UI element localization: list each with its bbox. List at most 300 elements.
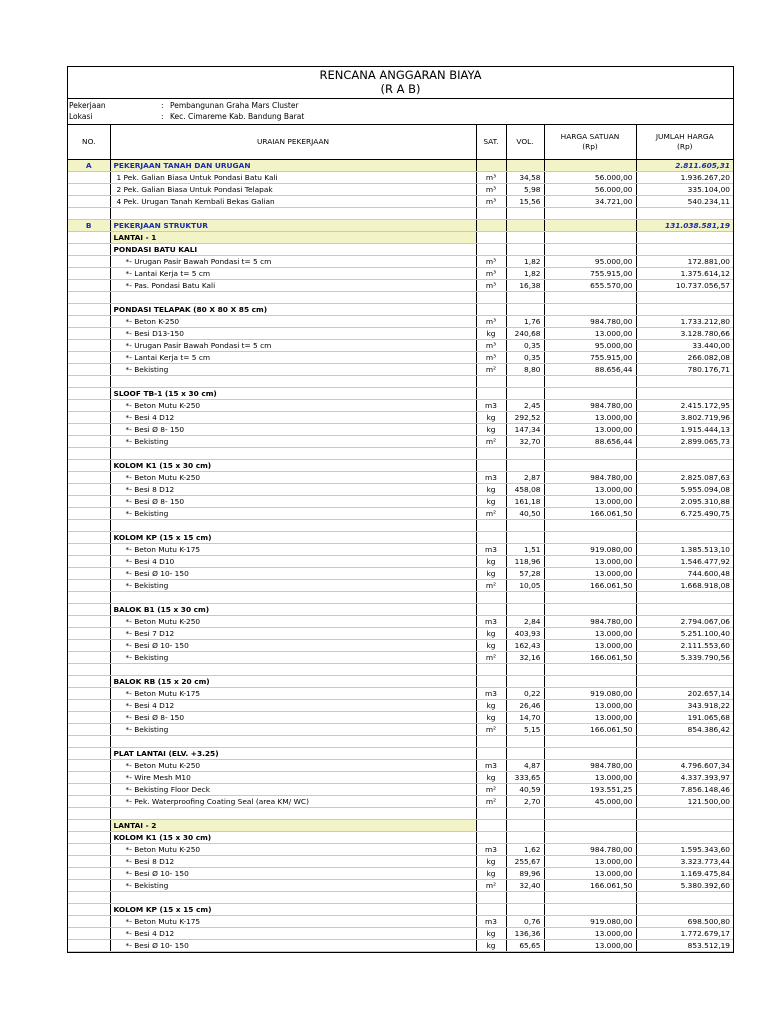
row-number: A [68, 160, 110, 172]
row-description: *- Besi 4 D12 [110, 928, 476, 940]
row-unit-price: 755.915,00 [544, 268, 636, 280]
row-number [68, 508, 110, 520]
row-volume: 40,50 [506, 508, 544, 520]
spacer-row [68, 736, 733, 748]
row-volume: 5,15 [506, 724, 544, 736]
row-description: *- Bekisting [110, 364, 476, 376]
row-unit: m² [476, 724, 506, 736]
row-number [68, 628, 110, 640]
row-number [68, 700, 110, 712]
row-unit: m² [476, 796, 506, 808]
header-unit: SAT. [476, 125, 506, 160]
row-volume: 240,68 [506, 328, 544, 340]
row-number [68, 544, 110, 556]
row-number [68, 592, 110, 604]
row-total-price: 131.038.581,19 [636, 220, 733, 232]
row-description: *- Beton Mutu K-175 [110, 688, 476, 700]
row-description: LANTAI - 2 [110, 820, 476, 832]
row-number [68, 496, 110, 508]
row-unit-price: 13.000,00 [544, 628, 636, 640]
row-volume [506, 532, 544, 544]
row-volume [506, 304, 544, 316]
row-total-price [636, 604, 733, 616]
row-unit: m³ [476, 196, 506, 208]
row-number [68, 640, 110, 652]
row-number [68, 736, 110, 748]
section-row [68, 220, 733, 232]
table-row [68, 844, 733, 856]
row-description: KOLOM K1 (15 x 30 cm) [110, 832, 476, 844]
row-unit [476, 220, 506, 232]
row-volume [506, 220, 544, 232]
row-description: *- Bekisting [110, 436, 476, 448]
row-description: *- Urugan Pasir Bawah Pondasi t= 5 cm [110, 340, 476, 352]
row-total-price: 202.657,14 [636, 688, 733, 700]
row-number [68, 580, 110, 592]
row-unit-price: 919.080,00 [544, 544, 636, 556]
header-no: NO. [68, 125, 110, 160]
row-number [68, 808, 110, 820]
row-number [68, 232, 110, 244]
row-total-price: 2.825.087,63 [636, 472, 733, 484]
row-unit [476, 820, 506, 832]
row-total-price [636, 532, 733, 544]
row-number [68, 412, 110, 424]
spacer-row [68, 208, 733, 220]
row-total-price: 1.936.267,20 [636, 172, 733, 184]
table-row [68, 172, 733, 184]
row-volume: 458,08 [506, 484, 544, 496]
row-unit-price [544, 748, 636, 760]
row-unit: m³ [476, 280, 506, 292]
row-unit-price: 34.721,00 [544, 196, 636, 208]
spacer-row [68, 892, 733, 904]
row-description: *- Besi 8 D12 [110, 484, 476, 496]
row-unit-price [544, 664, 636, 676]
row-description: *- Besi 7 D12 [110, 628, 476, 640]
row-unit: m³ [476, 256, 506, 268]
row-total-price [636, 520, 733, 532]
info-row-pekerjaan [68, 100, 733, 111]
row-description: PONDASI TELAPAK (80 X 80 X 85 cm) [110, 304, 476, 316]
row-description: *- Bekisting [110, 724, 476, 736]
row-description: *- Bekisting [110, 880, 476, 892]
row-description: BALOK B1 (15 x 30 cm) [110, 604, 476, 616]
row-unit: kg [476, 772, 506, 784]
row-total-price: 3.128.780,66 [636, 328, 733, 340]
row-description: *- Beton Mutu K-250 [110, 760, 476, 772]
group-row [68, 832, 733, 844]
row-unit: m² [476, 364, 506, 376]
row-total-price [636, 808, 733, 820]
row-total-price: 3.323.773,44 [636, 856, 733, 868]
group-row [68, 244, 733, 256]
row-unit-price: 13.000,00 [544, 496, 636, 508]
row-unit: kg [476, 856, 506, 868]
row-unit-price [544, 232, 636, 244]
row-total-price: 3.802.719,96 [636, 412, 733, 424]
row-unit-price: 45.000,00 [544, 796, 636, 808]
row-number [68, 940, 110, 952]
row-unit: kg [476, 496, 506, 508]
row-unit-price [544, 244, 636, 256]
row-volume: 32,16 [506, 652, 544, 664]
row-unit [476, 460, 506, 472]
row-total-price [636, 736, 733, 748]
row-unit-price: 166.061,50 [544, 724, 636, 736]
table-body [68, 160, 733, 952]
row-number [68, 424, 110, 436]
table-row [68, 640, 733, 652]
row-description: PLAT LANTAI (ELV. +3.25) [110, 748, 476, 760]
document-title: RENCANA ANGGARAN BIAYA [319, 68, 482, 82]
row-description: BALOK RB (15 x 20 cm) [110, 676, 476, 688]
row-unit-price: 655.570,00 [544, 280, 636, 292]
row-total-price: 2.899.065,73 [636, 436, 733, 448]
row-number [68, 268, 110, 280]
row-description: *- Besi Ø 8- 150 [110, 496, 476, 508]
row-description [110, 808, 476, 820]
row-description: *- Beton K-250 [110, 316, 476, 328]
row-unit: kg [476, 556, 506, 568]
row-unit [476, 676, 506, 688]
row-unit-price [544, 520, 636, 532]
row-unit-price: 88.656,44 [544, 364, 636, 376]
row-total-price [636, 244, 733, 256]
row-number [68, 904, 110, 916]
row-description: *- Beton Mutu K-175 [110, 544, 476, 556]
row-unit [476, 604, 506, 616]
row-description: *- Besi Ø 8- 150 [110, 712, 476, 724]
row-total-price: 2.095.310,88 [636, 496, 733, 508]
row-number [68, 652, 110, 664]
row-number: B [68, 220, 110, 232]
row-description: *- Besi Ø 10- 150 [110, 640, 476, 652]
row-volume: 0,76 [506, 916, 544, 928]
row-number [68, 472, 110, 484]
row-description: 4 Pek. Urugan Tanah Kembali Bekas Galian [110, 196, 476, 208]
row-description: *- Bekisting [110, 652, 476, 664]
row-description: *- Urugan Pasir Bawah Pondasi t= 5 cm [110, 256, 476, 268]
row-description: *- Besi Ø 8- 150 [110, 424, 476, 436]
row-number [68, 484, 110, 496]
row-unit: m3 [476, 688, 506, 700]
row-volume: 2,87 [506, 472, 544, 484]
row-unit-price: 13.000,00 [544, 712, 636, 724]
row-total-price: 5.339.790,56 [636, 652, 733, 664]
row-total-price: 10.737.056,57 [636, 280, 733, 292]
project-info [68, 99, 733, 125]
table-row [68, 268, 733, 280]
row-description: *- Besi 4 D12 [110, 700, 476, 712]
info-label: Lokasi [69, 112, 93, 121]
row-number [68, 832, 110, 844]
floor-row [68, 232, 733, 244]
row-unit-price: 13.000,00 [544, 568, 636, 580]
table-row [68, 472, 733, 484]
row-unit-price: 984.780,00 [544, 400, 636, 412]
row-total-price: 4.337.393,97 [636, 772, 733, 784]
row-unit-price: 13.000,00 [544, 856, 636, 868]
table-row [68, 760, 733, 772]
row-unit: m³ [476, 352, 506, 364]
row-unit [476, 448, 506, 460]
row-unit-price: 13.000,00 [544, 412, 636, 424]
row-number [68, 436, 110, 448]
row-unit [476, 520, 506, 532]
row-number [68, 844, 110, 856]
table-row [68, 868, 733, 880]
row-volume: 1,76 [506, 316, 544, 328]
row-number [68, 868, 110, 880]
row-description: *- Beton Mutu K-250 [110, 616, 476, 628]
row-unit [476, 736, 506, 748]
row-volume: 2,84 [506, 616, 544, 628]
row-unit: kg [476, 328, 506, 340]
row-unit-price: 13.000,00 [544, 484, 636, 496]
row-unit-price [544, 592, 636, 604]
row-unit-price: 984.780,00 [544, 760, 636, 772]
row-unit-price: 95.000,00 [544, 256, 636, 268]
row-number [68, 280, 110, 292]
header-unit-price: HARGA SATUAN (Rp) [544, 125, 636, 160]
row-volume [506, 244, 544, 256]
row-description [110, 592, 476, 604]
row-volume: 4,87 [506, 760, 544, 772]
row-volume [506, 832, 544, 844]
row-total-price [636, 820, 733, 832]
row-volume: 26,46 [506, 700, 544, 712]
table-row [68, 688, 733, 700]
title-block [68, 67, 733, 99]
row-number [68, 784, 110, 796]
row-unit-price: 13.000,00 [544, 940, 636, 952]
row-volume: 1,82 [506, 268, 544, 280]
row-number [68, 796, 110, 808]
row-unit-price: 95.000,00 [544, 340, 636, 352]
row-description [110, 448, 476, 460]
row-number [68, 664, 110, 676]
row-volume: 1,51 [506, 544, 544, 556]
table-row [68, 652, 733, 664]
row-number [68, 328, 110, 340]
row-description: *- Bekisting [110, 508, 476, 520]
row-description [110, 292, 476, 304]
row-unit-price: 13.000,00 [544, 772, 636, 784]
row-unit-price [544, 676, 636, 688]
table-row [68, 400, 733, 412]
spacer-row [68, 448, 733, 460]
row-unit-price: 919.080,00 [544, 688, 636, 700]
row-volume [506, 664, 544, 676]
info-colon: : [161, 112, 164, 121]
row-description [110, 736, 476, 748]
table-row [68, 700, 733, 712]
row-unit [476, 304, 506, 316]
row-description: PONDASI BATU KALI [110, 244, 476, 256]
row-unit-price: 193.551,25 [544, 784, 636, 796]
row-number [68, 208, 110, 220]
row-volume [506, 376, 544, 388]
row-total-price: 343.918,22 [636, 700, 733, 712]
row-unit-price [544, 448, 636, 460]
row-unit-price: 56.000,00 [544, 184, 636, 196]
row-unit-price: 13.000,00 [544, 868, 636, 880]
row-number [68, 748, 110, 760]
row-unit: kg [476, 928, 506, 940]
row-unit [476, 388, 506, 400]
row-total-price: 744.600,48 [636, 568, 733, 580]
row-unit-price [544, 532, 636, 544]
row-number [68, 916, 110, 928]
row-unit-price: 56.000,00 [544, 172, 636, 184]
row-volume: 1,82 [506, 256, 544, 268]
row-unit: m3 [476, 616, 506, 628]
row-number [68, 304, 110, 316]
row-volume: 5,98 [506, 184, 544, 196]
row-unit: m³ [476, 268, 506, 280]
row-volume: 32,70 [506, 436, 544, 448]
row-volume: 292,52 [506, 412, 544, 424]
row-number [68, 172, 110, 184]
row-unit: m² [476, 508, 506, 520]
row-description: 1 Pek. Galian Biasa Untuk Pondasi Batu Kali [110, 172, 476, 184]
table-row [68, 772, 733, 784]
row-unit: kg [476, 700, 506, 712]
row-unit-price: 13.000,00 [544, 640, 636, 652]
row-unit-price [544, 808, 636, 820]
row-number [68, 448, 110, 460]
row-total-price: 172.881,00 [636, 256, 733, 268]
header-volume: VOL. [506, 125, 544, 160]
row-unit: m3 [476, 400, 506, 412]
row-description: *- Besi Ø 10- 150 [110, 568, 476, 580]
row-unit [476, 748, 506, 760]
row-unit [476, 232, 506, 244]
info-value: Kec. Cimareme Kab. Bandung Barat [170, 112, 305, 121]
row-description: KOLOM K1 (15 x 30 cm) [110, 460, 476, 472]
row-unit-price [544, 604, 636, 616]
row-unit-price [544, 292, 636, 304]
row-description: *- Bekisting Floor Deck [110, 784, 476, 796]
row-unit: kg [476, 568, 506, 580]
row-description: 2 Pek. Galian Biasa Untuk Pondasi Telapak [110, 184, 476, 196]
row-unit-price [544, 388, 636, 400]
table-row [68, 424, 733, 436]
info-colon: : [161, 101, 164, 110]
row-unit [476, 832, 506, 844]
row-number [68, 820, 110, 832]
row-unit: m3 [476, 472, 506, 484]
row-total-price: 7.856.148,46 [636, 784, 733, 796]
row-unit-price: 166.061,50 [544, 652, 636, 664]
row-unit-price: 984.780,00 [544, 472, 636, 484]
spacer-row [68, 592, 733, 604]
row-number [68, 256, 110, 268]
row-unit-price: 13.000,00 [544, 328, 636, 340]
row-description: PEKERJAAN TANAH DAN URUGAN [110, 160, 476, 172]
row-unit-price: 13.000,00 [544, 424, 636, 436]
row-number [68, 760, 110, 772]
row-unit: kg [476, 868, 506, 880]
row-volume [506, 892, 544, 904]
row-unit: kg [476, 940, 506, 952]
row-number [68, 184, 110, 196]
row-unit [476, 592, 506, 604]
info-row-lokasi [68, 111, 733, 122]
row-total-price: 5.251.100,40 [636, 628, 733, 640]
table-row [68, 616, 733, 628]
table-row [68, 316, 733, 328]
row-unit: kg [476, 640, 506, 652]
row-volume: 118,96 [506, 556, 544, 568]
row-unit: m3 [476, 760, 506, 772]
row-unit: m² [476, 784, 506, 796]
row-total-price [636, 832, 733, 844]
row-volume: 57,28 [506, 568, 544, 580]
table-row [68, 940, 733, 952]
row-description: *- Pek. Waterproofing Coating Seal (area KM/ WC) [110, 796, 476, 808]
row-unit-price [544, 460, 636, 472]
section-row [68, 160, 733, 172]
row-total-price: 2.811.605,31 [636, 160, 733, 172]
row-volume: 34,58 [506, 172, 544, 184]
table-row [68, 280, 733, 292]
row-total-price: 4.796.607,34 [636, 760, 733, 772]
group-row [68, 904, 733, 916]
row-total-price: 1.915.444,13 [636, 424, 733, 436]
row-total-price: 1.772.679,17 [636, 928, 733, 940]
table-row [68, 916, 733, 928]
row-unit-price [544, 820, 636, 832]
row-volume [506, 460, 544, 472]
row-total-price: 191.065,68 [636, 712, 733, 724]
row-description: *- Besi 4 D12 [110, 412, 476, 424]
row-total-price [636, 592, 733, 604]
row-unit [476, 892, 506, 904]
row-description: *- Pas. Pondasi Batu Kali [110, 280, 476, 292]
row-number [68, 292, 110, 304]
row-unit: m3 [476, 844, 506, 856]
row-total-price: 854.386,42 [636, 724, 733, 736]
row-unit: m² [476, 880, 506, 892]
row-total-price [636, 304, 733, 316]
row-volume: 32,40 [506, 880, 544, 892]
row-volume: 65,65 [506, 940, 544, 952]
row-number [68, 364, 110, 376]
row-total-price [636, 232, 733, 244]
row-volume: 40,59 [506, 784, 544, 796]
row-unit [476, 376, 506, 388]
row-unit-price: 13.000,00 [544, 700, 636, 712]
row-description: KOLOM KP (15 x 15 cm) [110, 904, 476, 916]
row-volume: 333,65 [506, 772, 544, 784]
table-row [68, 196, 733, 208]
row-description: *- Lantai Kerja t= 5 cm [110, 352, 476, 364]
table-row [68, 880, 733, 892]
row-unit-price [544, 736, 636, 748]
row-unit-price: 755.915,00 [544, 352, 636, 364]
table-row [68, 568, 733, 580]
row-number [68, 712, 110, 724]
row-unit-price [544, 220, 636, 232]
group-row [68, 304, 733, 316]
group-row [68, 532, 733, 544]
rab-sheet [67, 66, 734, 953]
row-volume [506, 808, 544, 820]
row-number [68, 388, 110, 400]
row-unit: m³ [476, 316, 506, 328]
